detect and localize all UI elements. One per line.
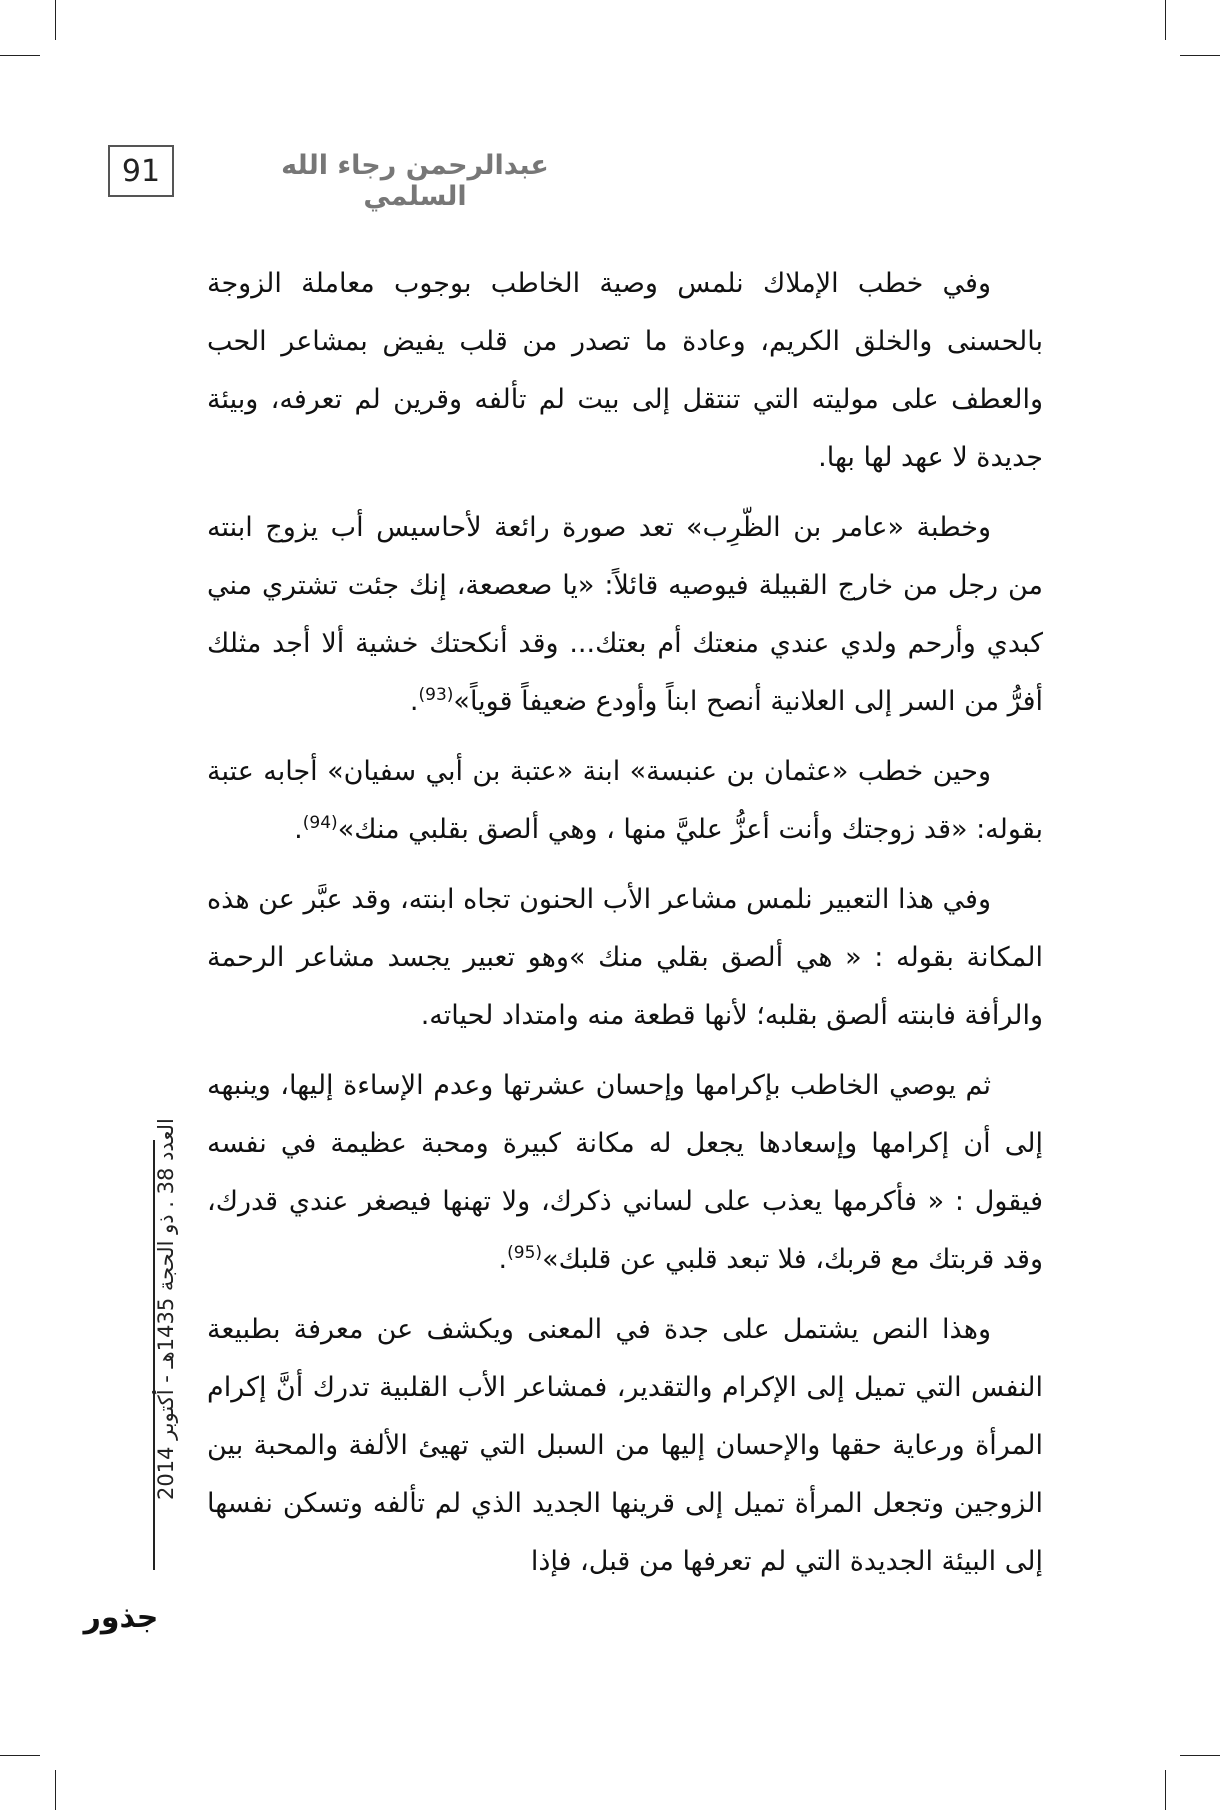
footnote-ref: (95) — [507, 1243, 543, 1263]
paragraph-end: . — [409, 686, 419, 717]
footnote-ref: (93) — [418, 685, 454, 705]
paragraph — [207, 499, 1043, 731]
paragraph — [207, 743, 1043, 859]
crop-mark — [1165, 0, 1166, 40]
running-header-author: عبدالرحمن رجاء الله السلمي — [281, 150, 549, 212]
paragraph — [207, 1301, 1043, 1591]
paragraph-text: وخطبة «عامر بن الظّرِب» تعد صورة رائعة لأحاسيس أب يزوج ابنته من رجل من خارج القبيلة فيوصيه قائلاً: «يا صعصعة، إنك جئت تشتري مني كبدي وأرحم ولدي عندي منعتك أم بعتك... وقد أنكحتك خشية ألا أجد مثلك أفرُّ من السر إلى العلانية أنصح ابناً وأودع ضعيفاً قوياً» — [207, 512, 1043, 717]
crop-mark — [0, 55, 40, 56]
paragraph — [207, 1057, 1043, 1289]
journal-logo: جذور — [83, 1600, 159, 1635]
crop-mark — [55, 1770, 56, 1810]
crop-mark — [1165, 1770, 1166, 1810]
article-body — [207, 255, 1043, 1591]
paragraph — [207, 255, 1043, 487]
paragraph-text: وفي خطب الإملاك نلمس وصية الخاطب بوجوب معاملة الزوجة بالحسنى والخلق الكريم، وعادة ما تصدر من قلب يفيض بمشاعر الحب والعطف على موليته التي تنتقل إلى بيت لم تألفه وقرين لم تعرفه، وبيئة جديدة لا عهد لها بها. — [207, 268, 1043, 473]
paragraph-text: وفي هذا التعبير نلمس مشاعر الأب الحنون تجاه ابنته، وقد عبَّر عن هذه المكانة بقوله : « هي ألصق بقلي منك »وهو تعبير يجسد مشاعر الرحمة والرأفة فابنته ألصق بقلبه؛ لأنها قطعة منه وامتداد لحياته. — [207, 884, 1043, 1031]
paragraph-text: ثم يوصي الخاطب بإكرامها وإحسان عشرتها وعدم الإساءة إليها، وينبهه إلى أن إكرامها وإسعادها يجعل له مكانة كبيرة ومحبة عظيمة في نفسه فيقول : « فأكرمها يعذب على لساني ذكرك، ولا تهنها فيصغر عندي قدرك، وقد قربتك مع قربك، فلا تبعد قلبي عن قلبك» — [207, 1070, 1043, 1275]
crop-mark — [1180, 55, 1220, 56]
crop-mark — [55, 0, 56, 40]
issue-info: العدد 38 . ذو الحجة 1435هـ - أكتوبر 2014 — [154, 1118, 178, 1500]
paragraph — [207, 871, 1043, 1045]
paragraph-end: . — [294, 814, 303, 845]
page-number: 91 — [108, 145, 174, 197]
paragraph-text: وهذا النص يشتمل على جدة في المعنى ويكشف عن معرفة بطبيعة النفس التي تميل إلى الإكرام والتقدير، فمشاعر الأب القلبية تدرك أنَّ إكرام المرأة ورعاية حقها والإحسان إليها من السبل التي تهيئ الألفة والمحبة بين الزوجين وتجعل المرأة تميل إلى قرينها الجديد الذي لم تألفه وتسكن نفسها إلى البيئة الجديدة التي لم تعرفها من قبل، فإذا — [207, 1314, 1043, 1577]
crop-mark — [1180, 1755, 1220, 1756]
paragraph-text: وحين خطب «عثمان بن عنبسة» ابنة «عتبة بن أبي سفيان» أجابه عتبة بقوله: «قد زوجتك وأنت أعزُّ عليَّ منها ، وهي ألصق بقلبي منك» — [207, 756, 1043, 845]
crop-mark — [0, 1755, 40, 1756]
paragraph-end: . — [498, 1244, 508, 1275]
footnote-ref: (94) — [302, 813, 338, 833]
